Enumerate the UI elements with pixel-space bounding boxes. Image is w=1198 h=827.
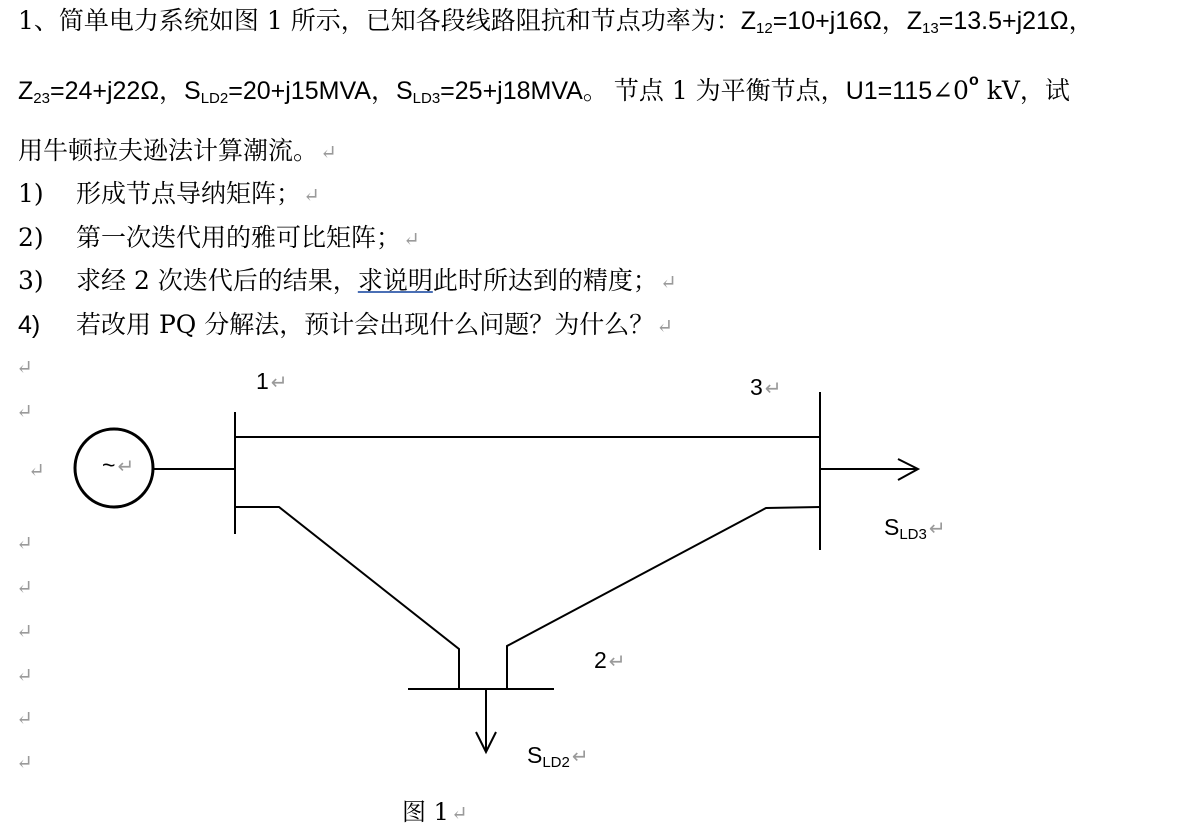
z12: $Z_{12}=10+j16\Omega$， [740,7,907,37]
node-2-label: 2 ↵ [594,647,626,673]
node-3-label: 3 ↵ [750,374,782,400]
degree-mark: o [968,72,979,89]
kv-text: kV，试 [978,76,1070,105]
z23: $Z_{23}=24+j22\Omega$， [18,77,185,107]
u1-text: U1=115 [845,77,933,105]
generator-symbol: ~ ↵ [102,452,135,478]
angle-text: ∠0 [932,76,969,105]
z13: $Z_{13}=13.5+j21\Omega$， [906,7,1094,37]
slack-text: 节点 1 为平衡节点， [613,76,846,105]
figure-caption: 图 1 ↵ [402,798,468,826]
paragraph-mark: ↵ [320,140,337,164]
sld3-value: $S_{LD3}=25+j18MVA$。 [395,77,608,107]
empty-paragraph-mark: ↵ [16,575,33,599]
task-text: 用牛顿拉夫逊法计算潮流。 [18,136,319,165]
load-2-label: $S_{LD2}$ ↵ [527,742,589,771]
empty-paragraph-mark: ↵ [28,458,45,482]
intro-text: 1、简单电力系统如图 1 所示，已知各段线路阻抗和节点功率为： [18,6,741,35]
line-2-3 [507,507,820,689]
question-2: 2) 第一次迭代用的雅可比矩阵； ↵ [18,223,420,252]
question-4: 4) 若改用 PQ 分解法，预计会出现什么问题？为什么？ ↵ [18,310,673,339]
question-3: 3) 求经 2 次迭代后的结果，求说明此时所达到的精度； ↵ [18,266,677,295]
load-3-label: $S_{LD3}$ ↵ [884,514,946,543]
empty-paragraph-mark: ↵ [16,619,33,643]
question-1: 1) 形成节点导纳矩阵； ↵ [18,179,320,208]
node-1-label: 1 ↵ [256,368,288,394]
underlined-text: 求说明 [357,266,433,295]
empty-paragraph-mark: ↵ [16,663,33,687]
empty-paragraph-mark: ↵ [16,750,33,774]
empty-paragraph-mark: ↵ [16,706,33,730]
empty-paragraph-mark: ↵ [16,531,33,555]
empty-paragraph-mark: ↵ [16,355,33,379]
sld2-value: $S_{LD2}=20+j15MVA$， [184,77,396,107]
line-1-2 [235,507,459,689]
empty-paragraph-mark: ↵ [16,399,33,423]
